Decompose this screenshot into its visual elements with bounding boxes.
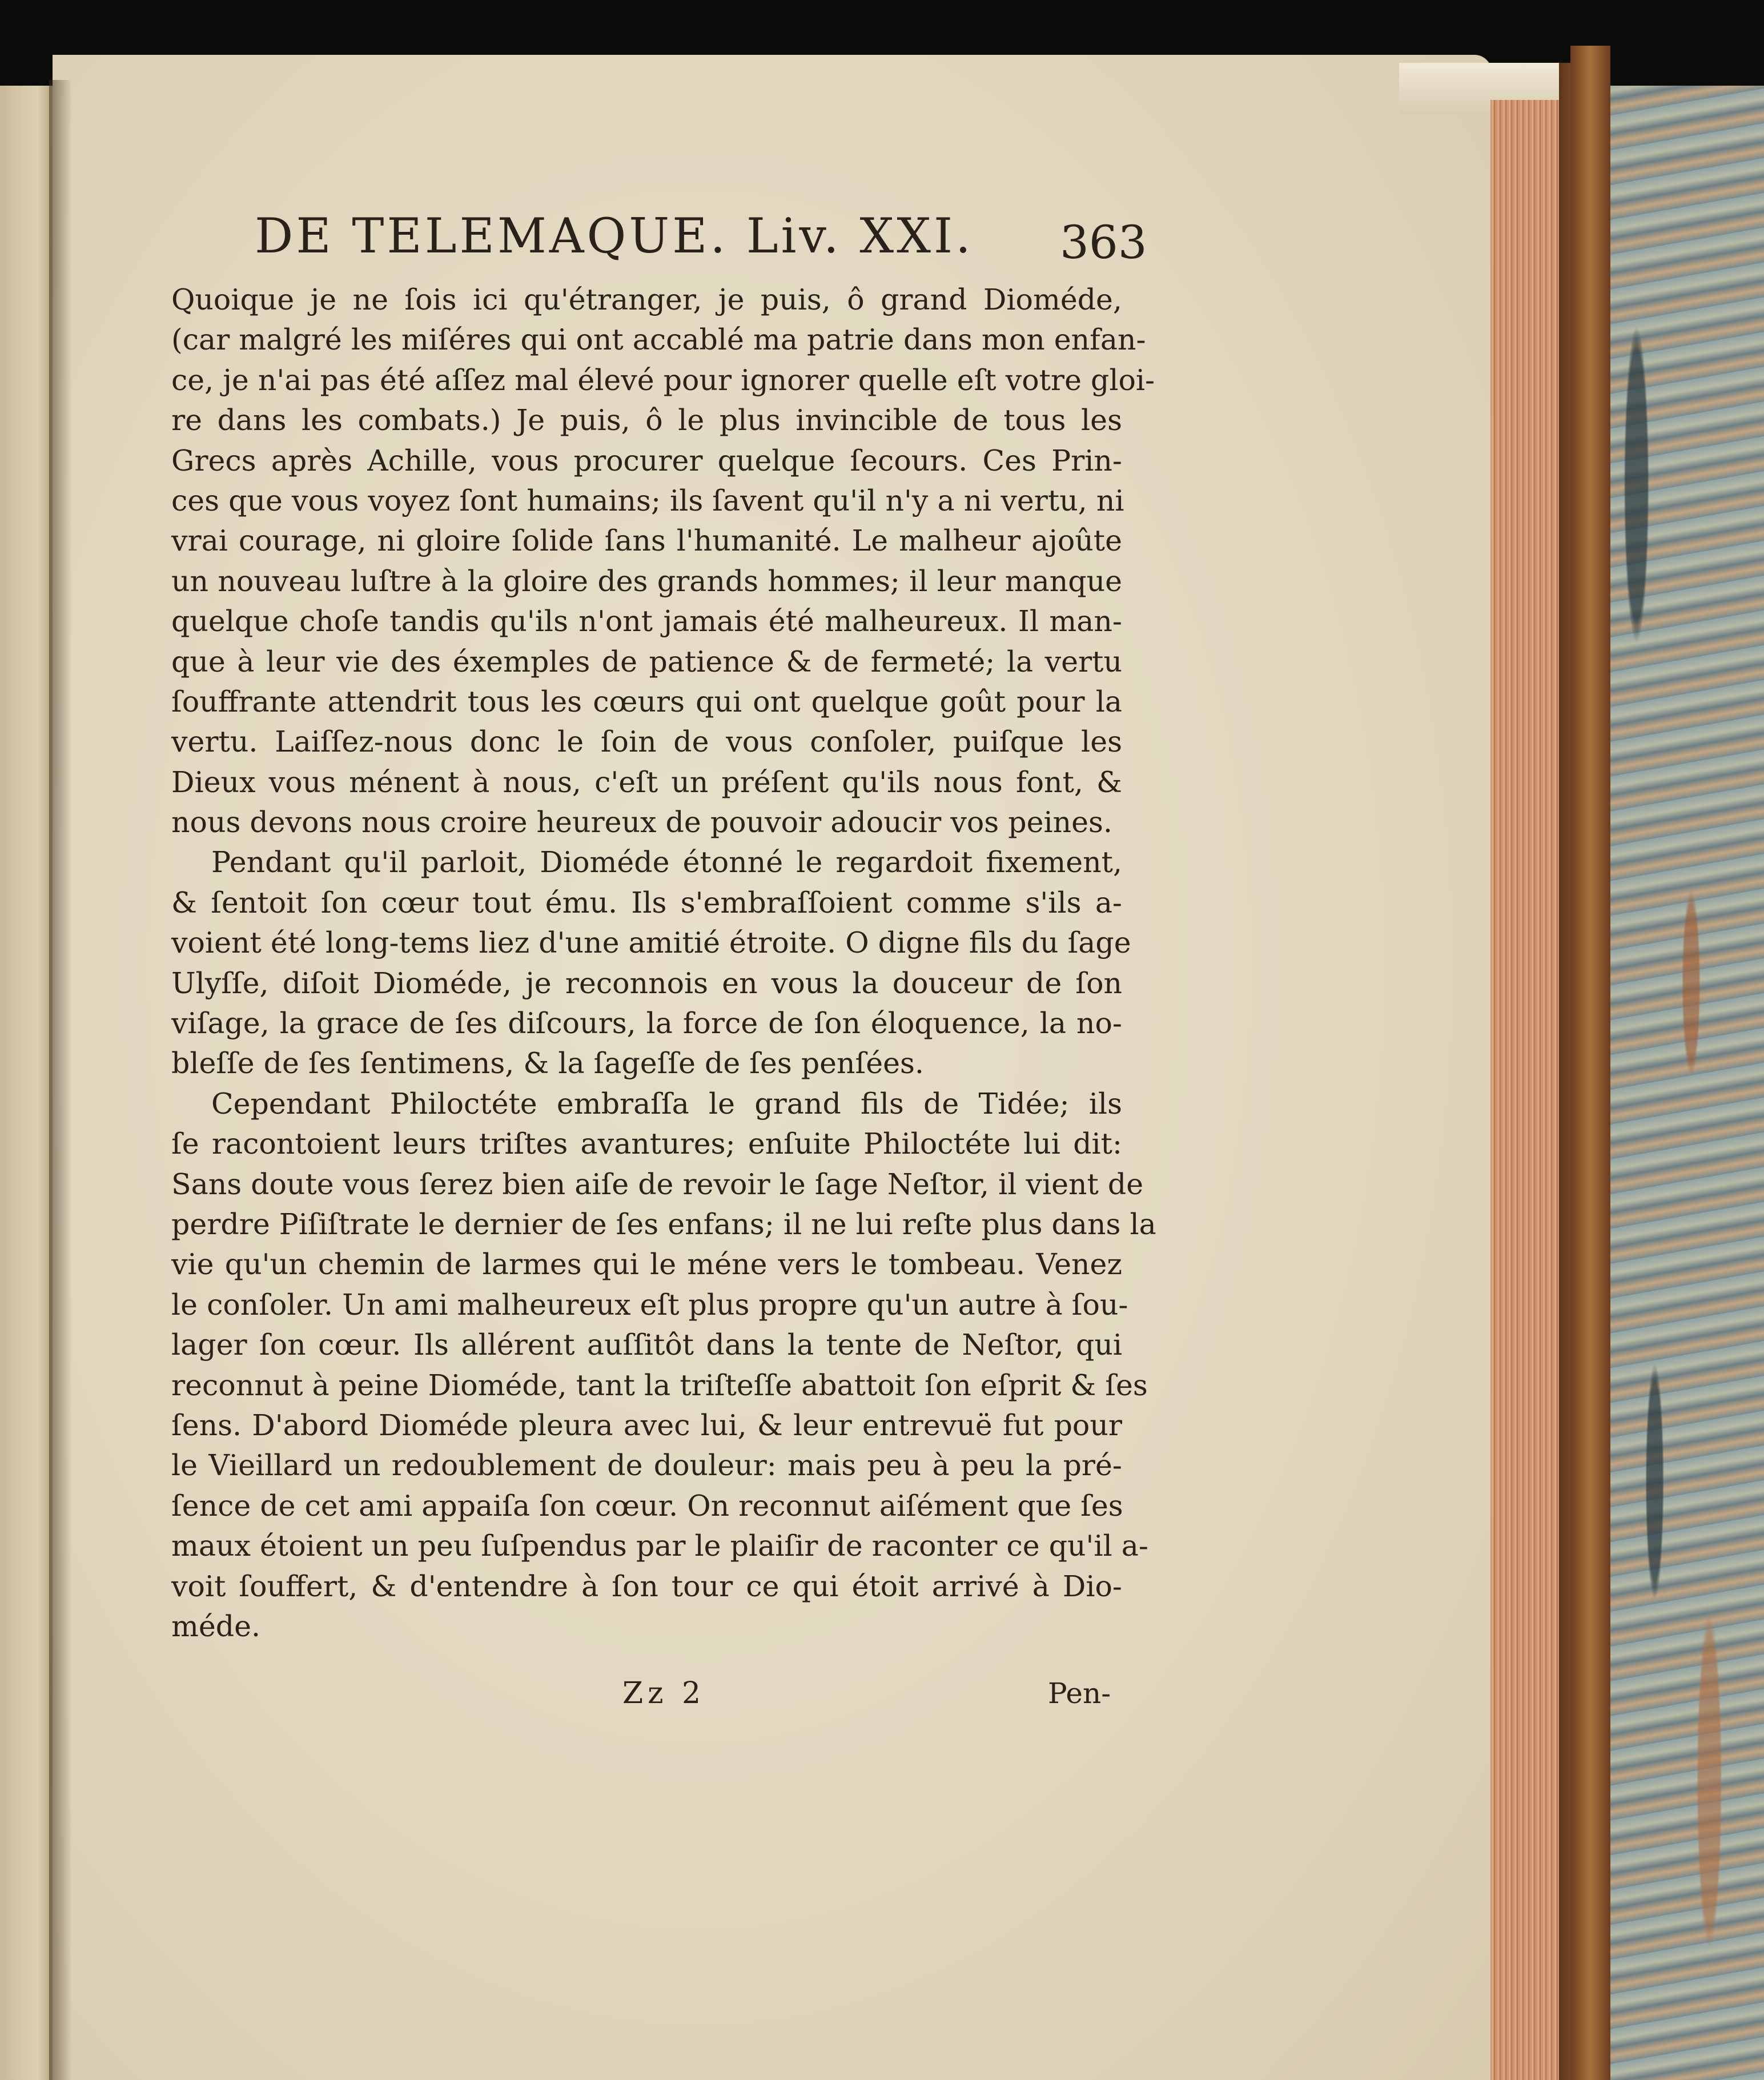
text-line: vertu. Laiſſez-nous donc le ſoin de vous conſoler, puiſque les (171, 725, 1122, 759)
text-line: re dans les combats.) Je puis, ô le plus invincible de tous les (171, 403, 1122, 437)
text-line: Grecs après Achille, vous procurer quelque ſecours. Ces Prin- (171, 443, 1122, 477)
text-line: Quoique je ne ſois ici qu'étranger, je puis, ô grand Dioméde, (171, 283, 1122, 316)
leather-spine (1570, 46, 1610, 2080)
page-header (255, 204, 1146, 267)
text-line: Pendant qu'il parloit, Dioméde étonné le regardoit fixement, (211, 845, 1122, 880)
text-line: ſe racontoient leurs triſtes avantures; enſuite Philoctéte lui dit: (171, 1127, 1122, 1161)
text-line: quelque choſe tandis qu'ils n'ont jamais été malheureux. Il man- (171, 604, 1122, 639)
text-line: ſens. D'abord Dioméde pleura avec lui, & leur entrevuë fut pour (171, 1408, 1122, 1442)
text-line: Cependant Philoctéte embraſſa le grand fils de Tidée; ils (211, 1086, 1122, 1121)
text-line: lager ſon cœur. Ils allérent auſſitôt dans la tente de Neſtor, qui (171, 1328, 1122, 1362)
text-line: vrai courage, ni gloire ſolide ſans l'humanité. Le malheur ajoûte (171, 524, 1122, 558)
text-line: ces que vous voyez ſont humains; ils ſavent qu'il n'y a ni vertu, ni (171, 483, 1124, 517)
text-line: Dieux vous ménent à nous, c'eſt un préſent qu'ils nous font, & (171, 765, 1122, 799)
text-line: perdre Piſiſtrate le dernier de ſes enfans; il ne lui reſte plus dans la (171, 1207, 1156, 1241)
page-footer (0, 1671, 1764, 1716)
text-line: (car malgré les miſéres qui ont accablé ma patrie dans mon enfan- (171, 323, 1146, 357)
text-line: ſouffrante attendrit tous les cœurs qui ont quelque goût pour la (171, 684, 1122, 718)
text-line: ſence de cet ami appaiſa ſon cœur. On reconnut aiſément que ſes (171, 1488, 1123, 1523)
text-line: Ulyſſe, diſoit Dioméde, je reconnois en vous la douceur de ſon (171, 966, 1122, 1000)
text-line: voient été long-tems liez d'une amitié étroite. O digne fils du ſage (171, 926, 1131, 960)
text-line: viſage, la grace de ſes diſcours, la force de ſon éloquence, la no- (171, 1006, 1122, 1041)
text-line: nous devons nous croire heureux de pouvoir adoucir vos peines. (171, 805, 1112, 840)
running-title: DE TELEMAQUE. Liv. XXI. (255, 208, 974, 264)
text-line: maux étoient un peu ſuſpendus par le plaiſir de raconter ce qu'il a- (171, 1529, 1148, 1563)
signature-mark: Zz 2 (622, 1676, 706, 1710)
text-line: bleſſe de ſes ſentimens, & la ſageſſe de ſes penſées. (171, 1046, 924, 1081)
text-line: reconnut à peine Dioméde, tant la triſteſſe abattoit ſon eſprit & ſes (171, 1368, 1148, 1402)
text-line: & ſentoit ſon cœur tout ému. Ils s'embraſſoient comme s'ils a- (171, 885, 1122, 919)
facing-page-edge (0, 86, 53, 2080)
text-line: un nouveau luſtre à la gloire des grands hommes; il leur manque (171, 564, 1122, 598)
text-line: le conſoler. Un ami malheureux eſt plus propre qu'un autre à ſou- (171, 1287, 1128, 1322)
gutter-shadow (49, 80, 72, 2080)
text-line: Sans doute vous ſerez bien aiſe de revoir le ſage Neſtor, il vient de (171, 1167, 1144, 1201)
page-edges (1490, 100, 1559, 2080)
text-line: vie qu'un chemin de larmes qui le méne vers le tombeau. Venez (171, 1247, 1122, 1282)
text-line: que à leur vie des éxemples de patience & de fermeté; la vertu (171, 644, 1122, 678)
body-text (171, 280, 1156, 1647)
text-line: méde. (171, 1609, 261, 1643)
text-line: ce, je n'ai pas été aſſez mal élevé pour ignorer quelle eſt votre gloi- (171, 363, 1155, 397)
text-line: voit ſouffert, & d'entendre à ſon tour ce qui étoit arrivé à Dio- (171, 1569, 1122, 1603)
page-number: 363 (1060, 216, 1147, 269)
text-line: le Vieillard un redoublement de douleur: mais peu à peu la pré- (171, 1448, 1122, 1483)
catchword: Pen- (1048, 1677, 1111, 1710)
